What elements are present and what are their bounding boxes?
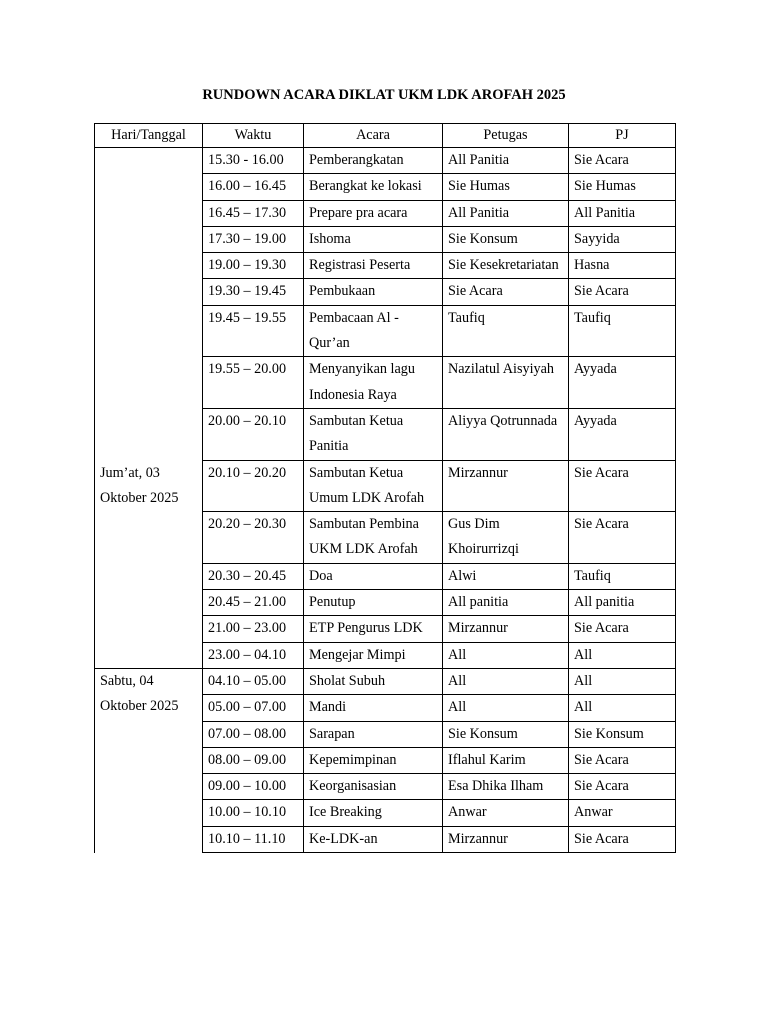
cell-acara: Pembukaan xyxy=(304,279,443,305)
cell-waktu: 09.00 – 10.00 xyxy=(203,774,304,800)
cell-petugas: Taufiq xyxy=(443,305,569,357)
cell-acara: Sambutan Pembina UKM LDK Arofah xyxy=(304,512,443,564)
cell-pj: Sie Acara xyxy=(569,460,676,512)
cell-petugas: All xyxy=(443,695,569,721)
cell-waktu: 05.00 – 07.00 xyxy=(203,695,304,721)
cell-petugas: Sie Humas xyxy=(443,174,569,200)
cell-petugas: Esa Dhika Ilham xyxy=(443,774,569,800)
cell-acara: Pemberangkatan xyxy=(304,148,443,174)
cell-pj: All xyxy=(569,695,676,721)
cell-waktu: 19.55 – 20.00 xyxy=(203,357,304,409)
rundown-table xyxy=(94,123,676,853)
cell-petugas: Anwar xyxy=(443,800,569,826)
cell-waktu: 08.00 – 09.00 xyxy=(203,747,304,773)
cell-acara: Ishoma xyxy=(304,226,443,252)
cell-acara: Prepare pra acara xyxy=(304,200,443,226)
cell-petugas: Gus Dim Khoirurrizqi xyxy=(443,512,569,564)
cell-waktu: 15.30 - 16.00 xyxy=(203,148,304,174)
cell-petugas: Mirzannur xyxy=(443,826,569,852)
cell-petugas: Mirzannur xyxy=(443,460,569,512)
header-petugas: Petugas xyxy=(443,124,569,148)
cell-pj: Sie Acara xyxy=(569,279,676,305)
header-pj: PJ xyxy=(569,124,676,148)
cell-petugas: Sie Kesekretariatan xyxy=(443,253,569,279)
cell-pj: Hasna xyxy=(569,253,676,279)
cell-waktu: 07.00 – 08.00 xyxy=(203,721,304,747)
cell-pj: Sie Acara xyxy=(569,774,676,800)
cell-petugas: Sie Konsum xyxy=(443,226,569,252)
cell-pj: Sie Humas xyxy=(569,174,676,200)
table-row xyxy=(95,668,676,694)
cell-pj: Taufiq xyxy=(569,305,676,357)
cell-acara: Sholat Subuh xyxy=(304,668,443,694)
cell-waktu: 20.20 – 20.30 xyxy=(203,512,304,564)
cell-waktu: 21.00 – 23.00 xyxy=(203,616,304,642)
cell-pj: Sie Konsum xyxy=(569,721,676,747)
cell-petugas: Aliyya Qotrunnada xyxy=(443,408,569,460)
day-label: Jum’at, 03 Oktober 2025 xyxy=(100,464,179,506)
cell-waktu: 04.10 – 05.00 xyxy=(203,668,304,694)
cell-acara: Kepemimpinan xyxy=(304,747,443,773)
cell-pj: All xyxy=(569,642,676,668)
cell-waktu: 23.00 – 04.10 xyxy=(203,642,304,668)
header-acara: Acara xyxy=(304,124,443,148)
cell-pj: Sie Acara xyxy=(569,148,676,174)
cell-pj: Sie Acara xyxy=(569,826,676,852)
cell-waktu: 16.45 – 17.30 xyxy=(203,200,304,226)
cell-pj: All xyxy=(569,668,676,694)
cell-acara: Ice Breaking xyxy=(304,800,443,826)
day-cell xyxy=(95,668,203,852)
cell-waktu: 17.30 – 19.00 xyxy=(203,226,304,252)
cell-petugas: Mirzannur xyxy=(443,616,569,642)
cell-pj: All panitia xyxy=(569,590,676,616)
cell-acara: Berangkat ke lokasi xyxy=(304,174,443,200)
cell-pj: Ayyada xyxy=(569,357,676,409)
cell-waktu: 19.30 – 19.45 xyxy=(203,279,304,305)
cell-petugas: Alwi xyxy=(443,563,569,589)
cell-acara: Sarapan xyxy=(304,721,443,747)
header-waktu: Waktu xyxy=(203,124,304,148)
cell-pj: Ayyada xyxy=(569,408,676,460)
cell-pj: Sayyida xyxy=(569,226,676,252)
cell-acara: Mandi xyxy=(304,695,443,721)
cell-waktu: 16.00 – 16.45 xyxy=(203,174,304,200)
cell-pj: Sie Acara xyxy=(569,747,676,773)
cell-acara: Registrasi Peserta xyxy=(304,253,443,279)
cell-petugas: All xyxy=(443,668,569,694)
cell-petugas: All xyxy=(443,642,569,668)
table-row xyxy=(95,148,676,174)
cell-acara: ETP Pengurus LDK xyxy=(304,616,443,642)
cell-waktu: 20.00 – 20.10 xyxy=(203,408,304,460)
cell-acara: Sambutan Ketua Panitia xyxy=(304,408,443,460)
cell-acara: Menyanyikan lagu Indonesia Raya xyxy=(304,357,443,409)
table-header-row xyxy=(95,124,676,148)
cell-acara: Ke-LDK-an xyxy=(304,826,443,852)
cell-pj: Anwar xyxy=(569,800,676,826)
day-cell xyxy=(95,148,203,669)
cell-pj: Sie Acara xyxy=(569,616,676,642)
cell-acara: Mengejar Mimpi xyxy=(304,642,443,668)
cell-petugas: All panitia xyxy=(443,590,569,616)
cell-waktu: 20.45 – 21.00 xyxy=(203,590,304,616)
cell-acara: Sambutan Ketua Umum LDK Arofah xyxy=(304,460,443,512)
cell-pj: Taufiq xyxy=(569,563,676,589)
cell-waktu: 19.00 – 19.30 xyxy=(203,253,304,279)
cell-petugas: All Panitia xyxy=(443,200,569,226)
cell-waktu: 19.45 – 19.55 xyxy=(203,305,304,357)
cell-acara: Keorganisasian xyxy=(304,774,443,800)
cell-petugas: Sie Konsum xyxy=(443,721,569,747)
header-hari-tanggal: Hari/Tanggal xyxy=(95,124,203,148)
cell-waktu: 20.30 – 20.45 xyxy=(203,563,304,589)
cell-petugas: Nazilatul Aisyiyah xyxy=(443,357,569,409)
page-title: RUNDOWN ACARA DIKLAT UKM LDK AROFAH 2025 xyxy=(202,87,566,103)
cell-petugas: Sie Acara xyxy=(443,279,569,305)
cell-petugas: Iflahul Karim xyxy=(443,747,569,773)
cell-waktu: 20.10 – 20.20 xyxy=(203,460,304,512)
cell-acara: Doa xyxy=(304,563,443,589)
cell-waktu: 10.00 – 10.10 xyxy=(203,800,304,826)
table-body xyxy=(95,148,676,853)
cell-waktu: 10.10 – 11.10 xyxy=(203,826,304,852)
cell-acara: Pembacaan Al - Qur’an xyxy=(304,305,443,357)
cell-pj: All Panitia xyxy=(569,200,676,226)
day-label: Sabtu, 04 Oktober 2025 xyxy=(100,672,179,715)
cell-pj: Sie Acara xyxy=(569,512,676,564)
cell-petugas: All Panitia xyxy=(443,148,569,174)
cell-acara: Penutup xyxy=(304,590,443,616)
